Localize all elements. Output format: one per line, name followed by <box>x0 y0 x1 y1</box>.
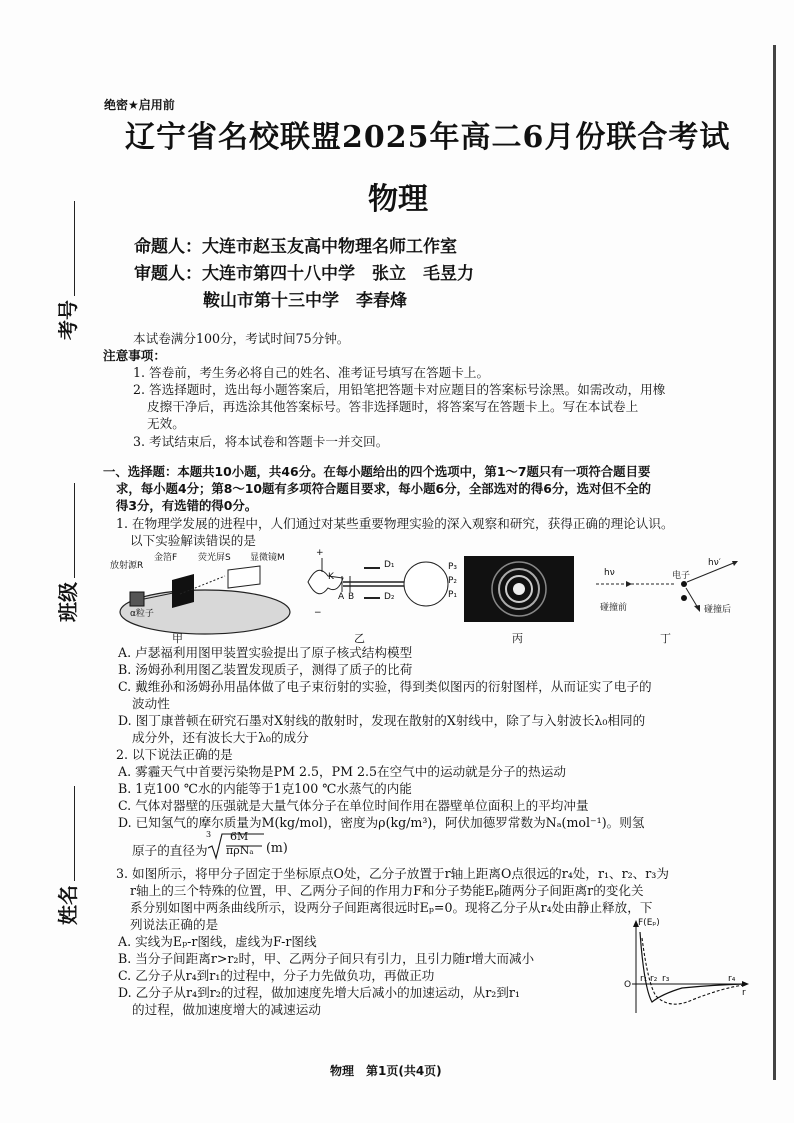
fig-jia-screen: 荧光屏S <box>198 553 231 563</box>
exam-number-label: 考号 <box>56 300 80 340</box>
q2-fraction-numerator: 6M <box>230 830 249 843</box>
q2-d2-prefix: 原子的直径为 <box>132 843 208 858</box>
fig-yi-label: 乙 <box>354 632 365 645</box>
compton-scattering-drawing <box>586 556 746 626</box>
name-label: 姓名 <box>56 885 80 925</box>
q3-graph-r1: r₁ <box>640 974 648 984</box>
q3-option-b: B. 当分子间距离r>r₂时，甲、乙两分子间只有引力，且引力随r增大而减小 <box>118 951 535 966</box>
q1-stem-2: 以下实验解读错误的是 <box>130 533 256 548</box>
name-blank <box>62 786 75 881</box>
figure-ding <box>586 556 746 644</box>
q1-stem-1: 1. 在物理学发展的进程中，人们通过对某些重要物理实验的深入观察和研究，获得正确的理论认识。 <box>116 516 674 531</box>
section1-line3: 得3分，有选错的得0分。 <box>116 498 258 513</box>
figure-bing <box>464 556 574 644</box>
fig-jia-foil: 金箔F <box>154 553 178 563</box>
fig-ding-after: 碰撞后 <box>704 605 732 615</box>
exam-number-blank <box>62 201 75 296</box>
subject-title: 物理 <box>368 182 428 217</box>
section1-line1: 一、选择题：本题共10小题，共46分。在每小题给出的四个选项中，第1～7题只有一项符合题目要 <box>103 464 651 479</box>
notice-2c: 无效。 <box>147 416 185 431</box>
section1-line2: 求，每小题4分；第8～10题有多项符合题目要求，每小题6分，全部选对的得6分，选对但不全的 <box>116 481 651 496</box>
page-footer: 物理 第1页(共4页) <box>330 1064 442 1078</box>
exam-number-field <box>52 201 81 340</box>
q3-graph-r: r <box>742 988 746 998</box>
fig-yi-d1: D₁ <box>384 560 395 570</box>
class-blank <box>62 483 75 578</box>
q1-option-d1: D. 图丁康普顿在研究石墨对X射线的散射时，发现在散射的X射线中，除了与入射波长λ₀相同的 <box>118 713 646 728</box>
q3-graph-r4: r₄ <box>728 974 736 984</box>
q2-option-a: A. 雾霾天气中首要污染物是PM 2.5，PM 2.5在空气中的运动就是分子的热运动 <box>118 764 566 779</box>
q3-stem-1: 3. 如图所示，将甲分子固定于坐标原点O处，乙分子放置于r轴上距离O点很远的r₄处，r₁、r₂、r₃为 <box>116 866 669 881</box>
q3-option-c: C. 乙分子从r₄到r₁的过程中，分子力先做负功，再做正功 <box>118 968 435 983</box>
fig-bing-label: 丙 <box>512 632 523 645</box>
q2-root-index: 3 <box>206 830 212 839</box>
fig-yi-p2: P₂ <box>448 576 458 586</box>
fig-jia-microscope: 显微镜M <box>250 553 285 563</box>
reviewer-line-1: 审题人：大连市第四十八中学 张立 毛昱力 <box>134 264 474 284</box>
q3-graph-drawing <box>622 918 752 1018</box>
q1-option-c2: 波动性 <box>132 696 170 711</box>
fig-jia-alpha: α粒子 <box>130 609 154 619</box>
q3-graph-yaxis: F(Eₚ) <box>638 918 660 928</box>
fig-yi-b: B <box>348 592 355 602</box>
class-label: 班级 <box>56 582 80 622</box>
figure-jia <box>110 552 300 645</box>
q2-option-d1: D. 已知氢气的摩尔质量为M(kg/mol)，密度为ρ(kg/m³)，阿伏加德罗常数为Nₐ(mol⁻¹)。则氢 <box>118 815 645 830</box>
q1-option-d2: 成分外，还有波长大于λ₀的成分 <box>132 730 309 745</box>
fig-yi-k: K <box>328 572 334 582</box>
fig-yi-p3: P₃ <box>448 562 458 572</box>
q3-graph-origin: O <box>624 980 632 990</box>
q3-stem-4: 列说法正确的是 <box>130 917 219 932</box>
fig-yi-minus: − <box>314 608 322 618</box>
setter-line: 命题人：大连市赵玉友高中物理名师工作室 <box>134 237 457 257</box>
q2-unit: (m) <box>266 840 288 855</box>
diffraction-pattern <box>464 556 574 622</box>
exam-title: 辽宁省名校联盟2025年高二6月份联合考试 <box>125 120 731 155</box>
q3-graph-r2: r₂ <box>650 974 658 984</box>
fig-ding-hv-prime: hν′ <box>708 558 721 568</box>
fig-ding-electron: 电子 <box>672 571 691 581</box>
thomson-tube-drawing <box>298 552 458 622</box>
notice-2b: 皮擦干净后，再选涂其他答案标号。答非选择题时，将答案写在答题卡上。写在本试卷上 <box>147 399 639 414</box>
q3-option-d1: D. 乙分子从r₄到r₂的过程，做加速度先增大后减小的加速运动，从r₂到r₁ <box>118 985 520 1000</box>
secret-mark: 绝密★启用前 <box>104 98 175 112</box>
q3-graph-r3: r₃ <box>662 974 670 984</box>
fig-yi-d2: D₂ <box>384 592 395 602</box>
notice-2a: 2. 答选择题时，选出每小题答案后，用铅笔把答题卡对应题目的答案标号涂黑。如需改动，用橡 <box>133 382 666 397</box>
fig-ding-before: 碰撞前 <box>600 603 628 613</box>
q3-option-d2: 的过程，做加速度增大的减速运动 <box>132 1002 321 1017</box>
figure-yi <box>298 548 458 645</box>
q2-option-c: C. 气体对器壁的压强就是大量气体分子在单位时间作用在器壁单位面积上的平均冲量 <box>118 798 589 813</box>
q2-fraction-denominator: πρNₐ <box>226 844 254 857</box>
name-field <box>52 786 81 925</box>
fig-yi-a: A <box>338 592 345 602</box>
q2-option-b: B. 1克100 ℃水的内能等于1克100 ℃水蒸气的内能 <box>118 781 412 796</box>
class-field <box>52 483 81 622</box>
fig-ding-label: 丁 <box>660 632 671 645</box>
binding-line <box>773 45 776 1080</box>
fig-yi-plus: + <box>316 548 324 558</box>
q3-force-energy-graph <box>622 918 752 1018</box>
score-time: 本试卷满分100分，考试时间75分钟。 <box>133 331 350 346</box>
fig-yi-p1: P₁ <box>448 590 458 600</box>
fig-ding-hv: hν <box>604 568 615 578</box>
q3-stem-3: 系分别如图中两条曲线所示，设两分子间距离很远时Eₚ=0。现将乙分子从r₄处由静止释放，下 <box>130 900 653 915</box>
q2-stem: 2. 以下说法正确的是 <box>116 747 233 762</box>
notice-1: 1. 答卷前，考生务必将自己的姓名、准考证号填写在答题卡上。 <box>133 365 490 380</box>
notice-3: 3. 考试结束后，将本试卷和答题卡一并交回。 <box>133 434 389 449</box>
q1-option-b: B. 汤姆孙利用图乙装置发现质子，测得了质子的比荷 <box>118 662 413 677</box>
q3-option-a: A. 实线为Eₚ-r图线，虚线为F-r图线 <box>118 934 317 949</box>
reviewer-line-2: 鞍山市第十三中学 李春烽 <box>203 291 407 311</box>
fig-jia-label: 甲 <box>172 632 183 645</box>
q1-option-c1: C. 戴维孙和汤姆孙用晶体做了电子束衍射的实验，得到类似图丙的衍射图样，从而证实了电子的 <box>118 679 652 694</box>
notice-title: 注意事项： <box>103 348 166 363</box>
q3-stem-2: r轴上的三个特殊的位置，甲、乙两分子间的作用力F和分子势能Eₚ随两分子间距离r的变化关 <box>130 883 644 898</box>
fig-jia-source: 放射源R <box>110 561 144 571</box>
q1-option-a: A. 卢瑟福利用图甲装置实验提出了原子核式结构模型 <box>118 645 413 660</box>
